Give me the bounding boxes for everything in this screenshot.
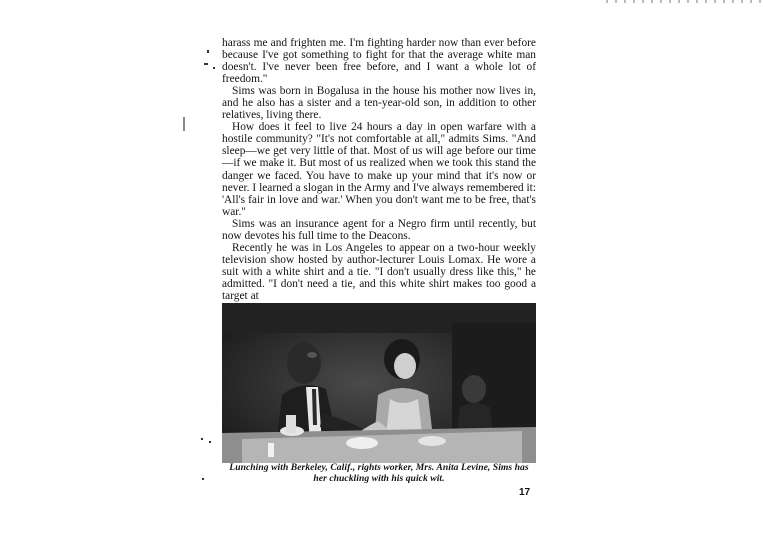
scan-speck [204,63,208,65]
article-paragraph: How does it feel to live 24 hours a day in open warfare with a hostile community? "It's not comfortable at all," admits Sims. "And sleep—we get very little of that. Most of us will age before our time—if we make it. But most of us realized when we took this stand the danger we faced. You have to make up your mind that it's now or never. I learned a slogan in the Army and I've always remembered it: 'All's fair in love and war.' When you don't want me to be free, that's war." [222,121,536,218]
article-column [222,37,536,302]
article-paragraph: Sims was born in Bogalusa in the house his mother now lives in, and he also has a sister and a ten-year-old son, in addition to other relatives, living there. [222,85,536,122]
scan-edge-marks [606,0,763,3]
article-paragraph: Recently he was in Los Angeles to appear on a two-hour weekly television show hosted by author-lecturer Louis Lomax. He wore a suit with a white shirt and a tie. "I don't usually dress like this," he admitted. "I don't need a tie, and this white shirt makes too good a target at [222,241,536,302]
scan-speck [202,478,204,480]
lunch-photo [222,303,536,463]
lunch-photo-image [222,303,536,463]
article-paragraph: harass me and frighten me. I'm fighting harder now than ever before because I've got something to fight for that the average white man doesn't. I've never been free before, and I want a whole lot of freedom." [222,37,536,86]
page-number: 17 [519,487,531,498]
scan-speck [201,438,203,440]
scan-speck [213,67,215,69]
scan-speck [183,117,185,131]
scan-speck [209,441,211,443]
scan-speck [207,50,209,53]
photo-caption: Lunching with Berkeley, Calif., rights worker, Mrs. Anita Levine, Sims has her chuckling with his quick wit. [229,462,529,484]
article-paragraph: Sims was an insurance agent for a Negro firm until recently, but now devotes his full time to the Deacons. [222,217,536,242]
